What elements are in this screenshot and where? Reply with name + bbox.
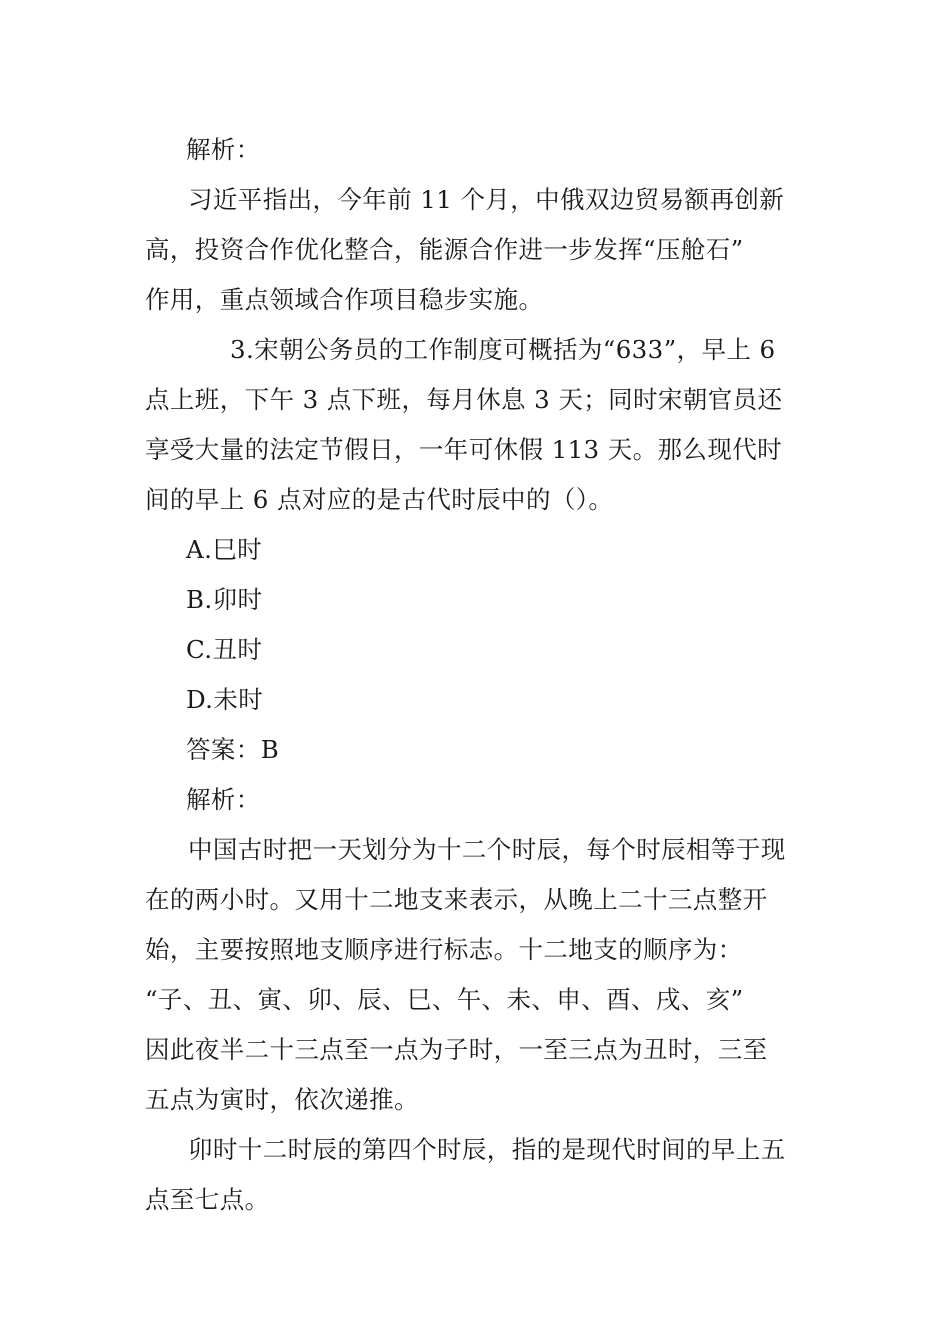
paragraph-line: “子、丑、寅、卯、辰、巳、午、未、申、酉、戌、亥” xyxy=(145,985,744,1014)
paragraph-line: 点至七点。 xyxy=(145,1185,270,1214)
question-line: 3.宋朝公务员的工作制度可概括为“633”，早上 6 xyxy=(230,335,776,364)
paragraph-line: 中国古时把一天划分为十二个时辰，每个时辰相等于现 xyxy=(188,835,786,864)
analysis-label: 解析： xyxy=(186,135,261,164)
paragraph-line: 因此夜半二十三点至一点为子时，一至三点为丑时，三至 xyxy=(145,1035,768,1064)
answer-line: 答案：B xyxy=(186,735,280,764)
option-c: C.丑时 xyxy=(186,635,263,664)
paragraph-line: 习近平指出，今年前 11 个月，中俄双边贸易额再创新 xyxy=(188,185,785,214)
option-d: D.未时 xyxy=(186,685,264,714)
question-line: 间的早上 6 点对应的是古代时辰中的（）。 xyxy=(145,485,614,514)
paragraph-line: 始，主要按照地支顺序进行标志。十二地支的顺序为： xyxy=(145,935,743,964)
paragraph-line: 在的两小时。又用十二地支来表示，从晚上二十三点整开 xyxy=(145,885,768,914)
option-a: A.巳时 xyxy=(186,535,263,564)
paragraph-line: 作用，重点领域合作项目稳步实施。 xyxy=(145,285,544,314)
paragraph-line: 卯时十二时辰的第四个时辰，指的是现代时间的早上五 xyxy=(188,1135,786,1164)
option-b: B.卯时 xyxy=(186,585,263,614)
question-line: 点上班，下午 3 点下班，每月休息 3 天；同时宋朝官员还 xyxy=(145,385,783,414)
paragraph-line: 五点为寅时，依次递推。 xyxy=(145,1085,419,1114)
question-line: 享受大量的法定节假日，一年可休假 113 天。那么现代时 xyxy=(145,435,783,464)
paragraph-line: 高，投资合作优化整合，能源合作进一步发挥“压舱石” xyxy=(145,235,744,264)
analysis-label: 解析： xyxy=(186,785,261,814)
